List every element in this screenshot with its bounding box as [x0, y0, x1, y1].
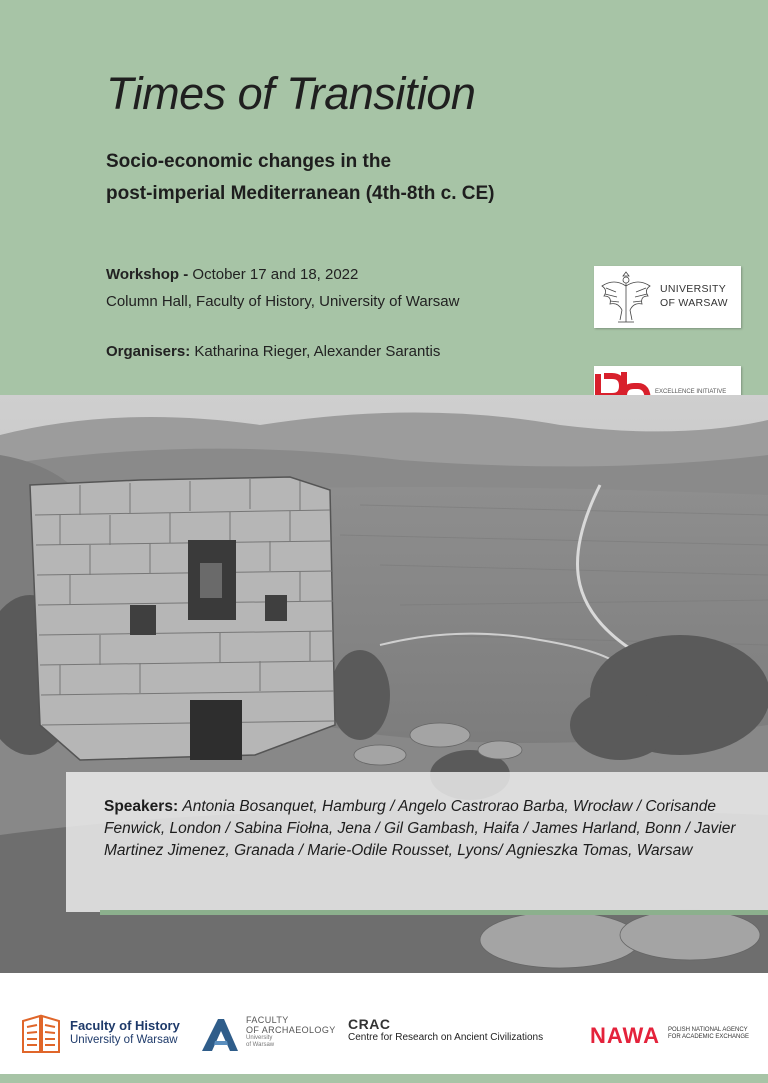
speakers-text: [104, 796, 744, 862]
archaeology-a-icon: [198, 1015, 240, 1055]
archaeology-line-1: FACULTY: [246, 1015, 289, 1025]
university-of-warsaw-logo: [594, 266, 741, 328]
uw-line-2: OF WARSAW: [660, 297, 728, 309]
uw-wordmark: [660, 282, 728, 310]
organisers-line: [106, 343, 440, 360]
crac-acronym: CRAC: [348, 1016, 391, 1032]
tower: [30, 477, 335, 760]
divider-line: [100, 910, 768, 915]
bottom-bar: [0, 1074, 768, 1083]
crac-name: Centre for Research on Ancient Civilizations: [348, 1032, 544, 1043]
subtitle-line-1: Socio-economic changes in the: [106, 151, 392, 172]
nawa-line-1: POLISH NATIONAL AGENCY: [668, 1027, 748, 1033]
workshop-dates: October 17 and 18, 2022: [192, 266, 359, 283]
speakers-label: Speakers:: [104, 798, 179, 815]
archaeology-line-2: OF ARCHAEOLOGY: [246, 1025, 336, 1035]
partner-logos-footer: [0, 973, 768, 1083]
workshop-line: [106, 266, 358, 283]
poster-subtitle: [106, 146, 626, 210]
poster-title: Times of Transition: [106, 68, 476, 119]
speakers-list: Antonia Bosanquet, Hamburg / Angelo Castrorao Barba, Wrocław / Corisande Fenwick, London / Sabina Fiołna, Jena / Gil Gambash, Haifa / James Harland, Bonn / Javier Martinez Jimenez, Granada / Marie-Odile Rousset, Lyons/ Agnieszka Tomas, Warsaw: [104, 798, 736, 859]
workshop-label: Workshop -: [106, 266, 189, 283]
uw-line-1: UNIVERSITY: [660, 283, 727, 295]
organisers-names: Katharina Rieger, Alexander Sarantis: [194, 343, 441, 360]
crac-logo: [348, 1016, 543, 1043]
archaeology-sub-2: of Warsaw: [246, 1042, 275, 1048]
speakers-panel: [66, 772, 768, 912]
venue-line: Column Hall, Faculty of History, University of Warsaw: [106, 293, 460, 310]
subtitle-line-2: post-imperial Mediterranean (4th-8th c. CE): [106, 183, 495, 204]
eagle-emblem-icon: [596, 266, 656, 328]
idub-line-1: EXCELLENCE INITIATIVE: [655, 389, 727, 395]
faculty-of-history-icon: [20, 1013, 62, 1055]
history-subtitle: University of Warsaw: [70, 1034, 178, 1046]
nawa-logo: [590, 1023, 750, 1049]
organisers-label: Organisers:: [106, 343, 191, 360]
history-title: Faculty of History: [70, 1018, 180, 1033]
nawa-wordmark: NAWA: [590, 1023, 660, 1048]
archaeology-sub-1: University: [246, 1035, 273, 1041]
nawa-line-2: FOR ACADEMIC EXCHANGE: [668, 1034, 750, 1040]
